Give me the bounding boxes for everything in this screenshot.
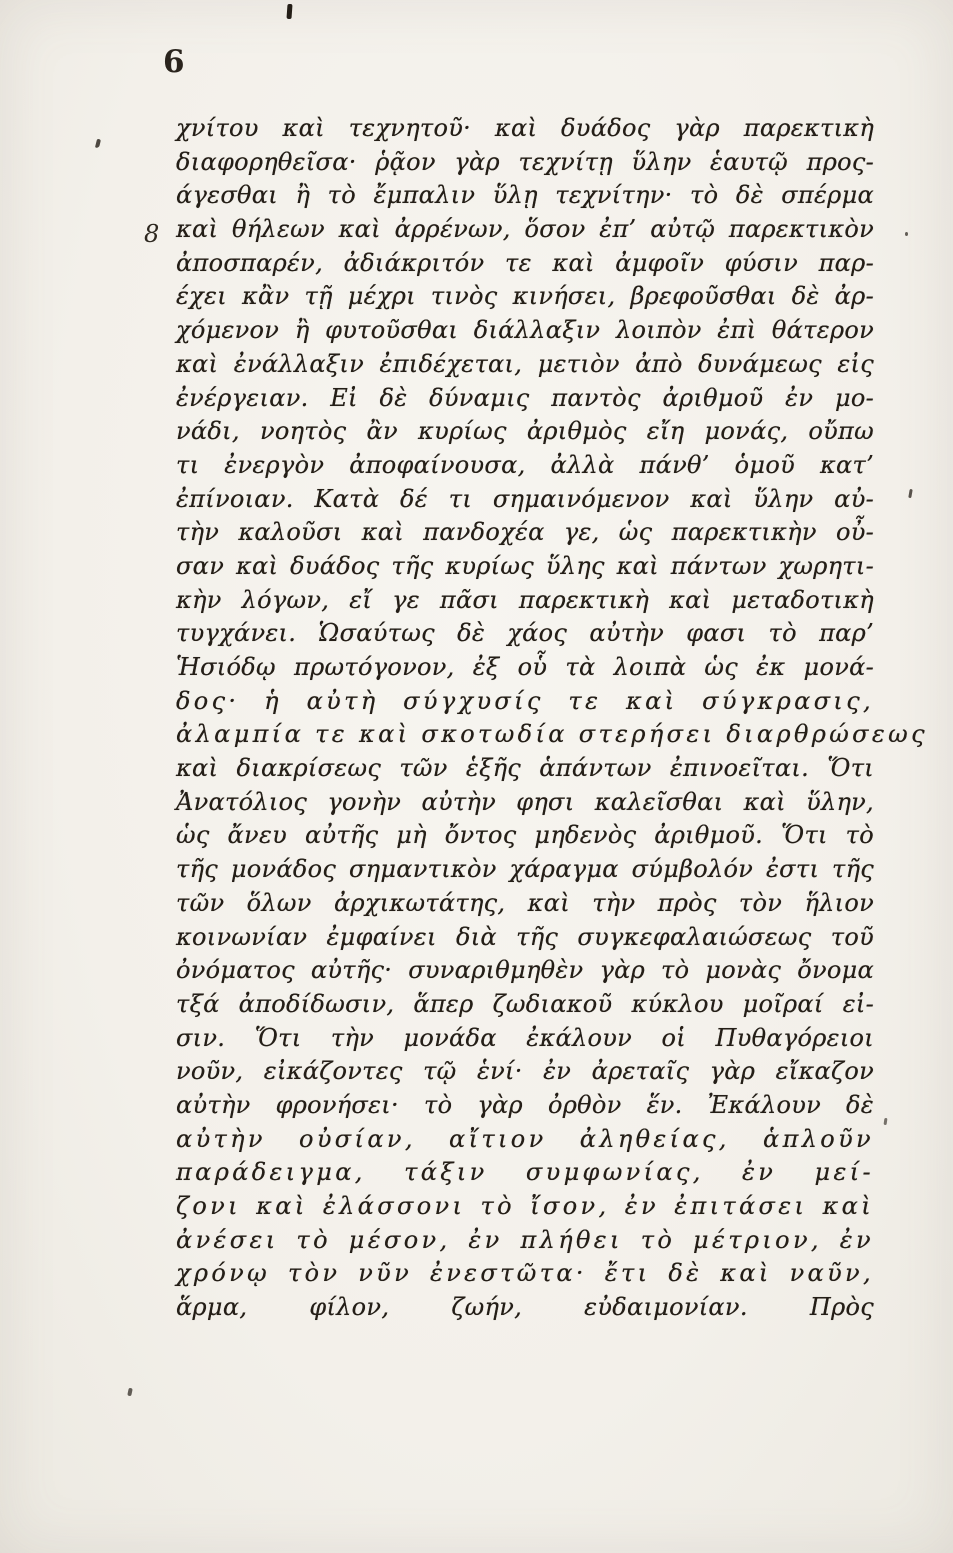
- text-line: χρόνῳ τὸν νῦν ἐνεστῶτα· ἔτι δὲ καὶ ναῦν,: [176, 1259, 874, 1288]
- text-line: καὶ θήλεων καὶ ἀρρένων, ὅσον ἐπ’ αὐτῷ παρεκτικὸν: [176, 215, 874, 244]
- text-line: ὡς ἄνευ αὐτῆς μὴ ὄντος μηδενὸς ἀριθμοῦ. Ὅτι τὸ: [176, 821, 874, 850]
- text-line: παράδειγμα, τάξιν συμφωνίας, ἐν μεί-: [176, 1158, 874, 1187]
- text-line: ζονι καὶ ἐλάσσονι τὸ ἴσον, ἐν ἐπιτάσει καὶ: [176, 1192, 874, 1220]
- text-line: χνίτου καὶ τεχνητοῦ· καὶ δυάδος γὰρ παρεκτικὴ: [176, 114, 874, 142]
- ink-speck: [127, 1388, 133, 1397]
- text-line: καὶ διακρίσεως τῶν ἑξῆς ἁπάντων ἐπινοεῖται. Ὅτι: [176, 754, 874, 783]
- text-line: Ἡσιόδῳ πρωτόγονον, ἐξ οὗ τὰ λοιπὰ ὡς ἐκ μονά-: [176, 653, 874, 681]
- text-block: [176, 112, 928, 1325]
- text-line: τὴν καλοῦσι καὶ πανδοχέα γε, ὡς παρεκτικὴν οὖ-: [176, 518, 874, 547]
- text-line: άγεσθαι ἢ τὸ ἔμπαλιν ὕλῃ τεχνίτην· τὸ δὲ σπέρμα: [176, 181, 874, 210]
- text-line: ἅρμα, φίλον, ζωήν, εὐδαιμονίαν. Πρὸς: [176, 1293, 874, 1322]
- ink-blot: [286, 4, 292, 19]
- text-line: ἀνέσει τὸ μέσον, ἐν πλήθει τὸ μέτριον, ἐν: [176, 1225, 874, 1254]
- text-line: χόμενον ἢ φυτοῦσθαι διάλλαξιν λοιπὸν ἐπὶ θάτερον: [176, 316, 874, 345]
- ink-speck: [95, 139, 101, 149]
- text-line: τυγχάνει. Ὡσαύτως δὲ χάος αὐτὴν φασι τὸ παρ’: [176, 619, 874, 648]
- text-line: έχει κἂν τῇ μέχρι τινὸς κινήσει, βρεφοῦσθαι δὲ ἀρ-: [176, 282, 874, 311]
- text-line: κοινωνίαν ἐμφαίνει διὰ τῆς συγκεφαλαιώσεως τοῦ: [176, 922, 874, 951]
- text-line: τξά ἀποδίδωσιν, ἅπερ ζωδιακοῦ κύκλου μοῖραί εἰ-: [176, 989, 874, 1018]
- text-line: κὴν λόγων, εἴ γε πᾶσι παρεκτικὴ καὶ μεταδοτικὴ: [176, 585, 874, 614]
- text-line: ἐπίνοιαν. Κατὰ δέ τι σημαινόμενον καὶ ὕλην αὐ-: [176, 484, 874, 513]
- text-line: σιν. Ὅτι τὴν μονάδα ἐκάλουν οἱ Πυθαγόρειοι: [176, 1023, 874, 1052]
- text-line: διαφορηθεῖσα· ῥᾷον γὰρ τεχνίτῃ ὕλην ἑαυτῷ προς-: [176, 147, 874, 176]
- text-line: ἐνέργειαν. Εἰ δὲ δύναμις παντὸς ἀριθμοῦ ἐν μο-: [176, 383, 874, 412]
- ink-speck: [884, 1118, 888, 1125]
- text-line: νάδι, νοητὸς ἂν κυρίως ἀριθμὸς εἴη μονάς, οὔπω: [176, 417, 874, 446]
- text-line: νοῦν, εἰκάζοντες τῷ ἑνί· ἐν ἀρεταῖς γὰρ εἴκαζον: [176, 1057, 874, 1086]
- text-line: τῶν ὅλων ἀρχικωτάτης, καὶ τὴν πρὸς τὸν ἥλιον: [176, 888, 874, 917]
- text-line: αὐτὴν φρονήσει· τὸ γὰρ ὀρθὸν ἕν. Ἐκάλουν δὲ: [176, 1090, 874, 1119]
- text-line: ἀποσπαρέν, ἀδιάκριτόν τε καὶ ἀμφοῖν φύσιν παρ-: [176, 248, 874, 277]
- ink-speck: [905, 232, 908, 236]
- ink-speck: [908, 489, 913, 498]
- text-line: ἀλαμπία τε καὶ σκοτωδία στερήσει διαρθρώσεως: [176, 720, 928, 749]
- text-line: τι ἐνεργὸν ἀποφαίνουσα, ἀλλὰ πάνθ’ ὁμοῦ κατ’: [176, 450, 874, 479]
- text-line: αὐτὴν οὐσίαν, αἴτιον ἀληθείας, ἁπλοῦν: [176, 1124, 874, 1153]
- text-line: τῆς μονάδος σημαντικὸν χάραγμα σύμβολόν ἐστι τῆς: [176, 855, 874, 884]
- text-line: καὶ ἐνάλλαξιν ἐπιδέχεται, μετιὸν ἀπὸ δυνάμεως εἰς: [176, 349, 874, 378]
- margin-line-mark: 8: [144, 220, 160, 248]
- text-line: σαν καὶ δυάδος τῆς κυρίως ὕλης καὶ πάντων χωρητι-: [176, 551, 874, 580]
- page-number: 6: [163, 44, 185, 80]
- text-line: Ἀνατόλιος γονὴν αὐτὴν φησι καλεῖσθαι καὶ ὕλην,: [176, 787, 874, 816]
- text-line: δος· ἡ αὐτὴ σύγχυσίς τε καὶ σύγκρασις,: [176, 686, 874, 715]
- text-line: ὀνόματος αὐτῆς· συναριθμηθὲν γὰρ τὸ μονὰς ὄνομα: [176, 956, 874, 985]
